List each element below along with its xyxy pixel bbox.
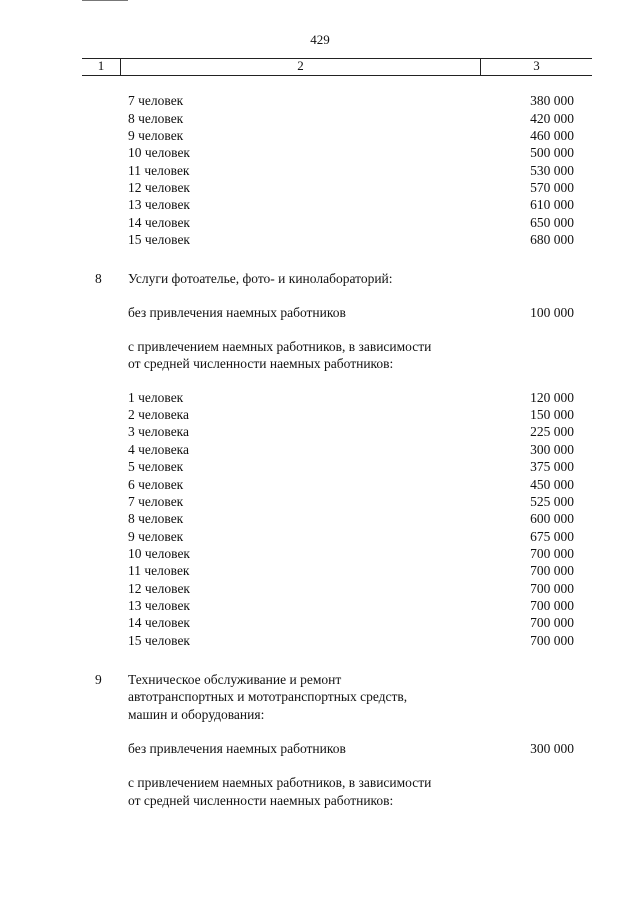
row-value: 500 000 <box>530 145 574 160</box>
row-value: 420 000 <box>530 111 574 126</box>
table-row <box>0 179 640 196</box>
row-value: 650 000 <box>530 215 574 230</box>
row-label: без привлечения наемных работников <box>128 741 346 756</box>
table-row <box>0 270 640 287</box>
table-row <box>0 528 640 545</box>
row-label: 10 человек <box>128 546 190 561</box>
table-row <box>0 774 640 791</box>
table-row <box>0 338 640 355</box>
row-value: 150 000 <box>530 407 574 422</box>
row-label: 7 человек <box>128 494 184 509</box>
table-row <box>0 792 640 809</box>
row-label: 15 человек <box>128 232 190 247</box>
row-label: 5 человек <box>128 459 184 474</box>
row-value: 380 000 <box>530 93 574 108</box>
table-row <box>0 423 640 440</box>
row-value: 225 000 <box>530 424 574 439</box>
row-value: 700 000 <box>530 563 574 578</box>
table-row <box>0 196 640 213</box>
row-value: 700 000 <box>530 615 574 630</box>
row-value: 460 000 <box>530 128 574 143</box>
table-row <box>0 688 640 705</box>
table-row <box>0 476 640 493</box>
row-value: 700 000 <box>530 546 574 561</box>
row-label: 9 человек <box>128 529 184 544</box>
row-number: 8 <box>95 271 102 286</box>
row-label: 14 человек <box>128 615 190 630</box>
row-label: автотранспортных и мототранспортных средств, <box>128 689 408 704</box>
row-label: Услуги фотоателье, фото- и кинолабораторий: <box>128 271 393 286</box>
row-value: 100 000 <box>530 305 574 320</box>
row-value: 530 000 <box>530 163 574 178</box>
table-row <box>0 510 640 527</box>
table-row <box>0 389 640 406</box>
row-value: 700 000 <box>530 598 574 613</box>
header-col-2: 2 <box>297 58 304 73</box>
table-row <box>0 110 640 127</box>
table-row <box>0 127 640 144</box>
table-row <box>0 597 640 614</box>
row-value: 450 000 <box>530 477 574 492</box>
row-value: 570 000 <box>530 180 574 195</box>
row-label: 1 человек <box>128 390 184 405</box>
page-number: 429 <box>310 32 330 47</box>
row-value: 700 000 <box>530 633 574 648</box>
table-row <box>0 562 640 579</box>
top-edge-rule <box>82 0 128 1</box>
table-row <box>0 740 640 757</box>
row-label: 11 человек <box>128 163 190 178</box>
table-row <box>0 614 640 631</box>
table-row <box>0 92 640 109</box>
table-row <box>0 706 640 723</box>
row-label: машин и оборудования: <box>128 707 265 722</box>
header-col-3: 3 <box>533 58 540 73</box>
row-value: 700 000 <box>530 581 574 596</box>
row-label: 3 человека <box>128 424 190 439</box>
row-label: 4 человека <box>128 442 190 457</box>
row-label: 12 человек <box>128 180 190 195</box>
row-value: 675 000 <box>530 529 574 544</box>
row-label: 6 человек <box>128 477 184 492</box>
row-label: 11 человек <box>128 563 190 578</box>
row-label: от средней численности наемных работников: <box>128 356 394 371</box>
row-label: 14 человек <box>128 215 190 230</box>
table-row <box>0 545 640 562</box>
table-row <box>0 632 640 649</box>
row-value: 525 000 <box>530 494 574 509</box>
row-value: 680 000 <box>530 232 574 247</box>
table-row <box>0 144 640 161</box>
row-label: 8 человек <box>128 511 184 526</box>
table-row <box>0 441 640 458</box>
table-row <box>0 214 640 231</box>
header-col-1: 1 <box>97 58 105 73</box>
row-value: 300 000 <box>530 442 574 457</box>
table-row <box>0 304 640 321</box>
row-label: с привлечением наемных работников, в зависимости <box>128 339 432 354</box>
row-label: Техническое обслуживание и ремонт <box>128 672 342 687</box>
row-number: 9 <box>95 672 102 687</box>
row-label: 13 человек <box>128 598 190 613</box>
row-label: без привлечения наемных работников <box>128 305 346 320</box>
row-value: 375 000 <box>530 459 574 474</box>
table-row <box>0 355 640 372</box>
row-label: 8 человек <box>128 111 184 126</box>
table-row <box>0 458 640 475</box>
table-row <box>0 671 640 688</box>
row-value: 120 000 <box>530 390 574 405</box>
header-bottom-rule <box>82 75 592 76</box>
row-label: 13 человек <box>128 197 190 212</box>
row-label: 2 человека <box>128 407 190 422</box>
row-label: 7 человек <box>128 93 184 108</box>
row-label: с привлечением наемных работников, в зависимости <box>128 775 432 790</box>
row-label: 9 человек <box>128 128 184 143</box>
row-label: от средней численности наемных работников: <box>128 793 394 808</box>
row-value: 610 000 <box>530 197 574 212</box>
row-label: 15 человек <box>128 633 190 648</box>
row-value: 600 000 <box>530 511 574 526</box>
table-row <box>0 231 640 248</box>
table-row <box>0 493 640 510</box>
row-value: 300 000 <box>530 741 574 756</box>
table-row <box>0 162 640 179</box>
table-row <box>0 406 640 423</box>
table-row <box>0 580 640 597</box>
row-label: 12 человек <box>128 581 190 596</box>
row-label: 10 человек <box>128 145 190 160</box>
